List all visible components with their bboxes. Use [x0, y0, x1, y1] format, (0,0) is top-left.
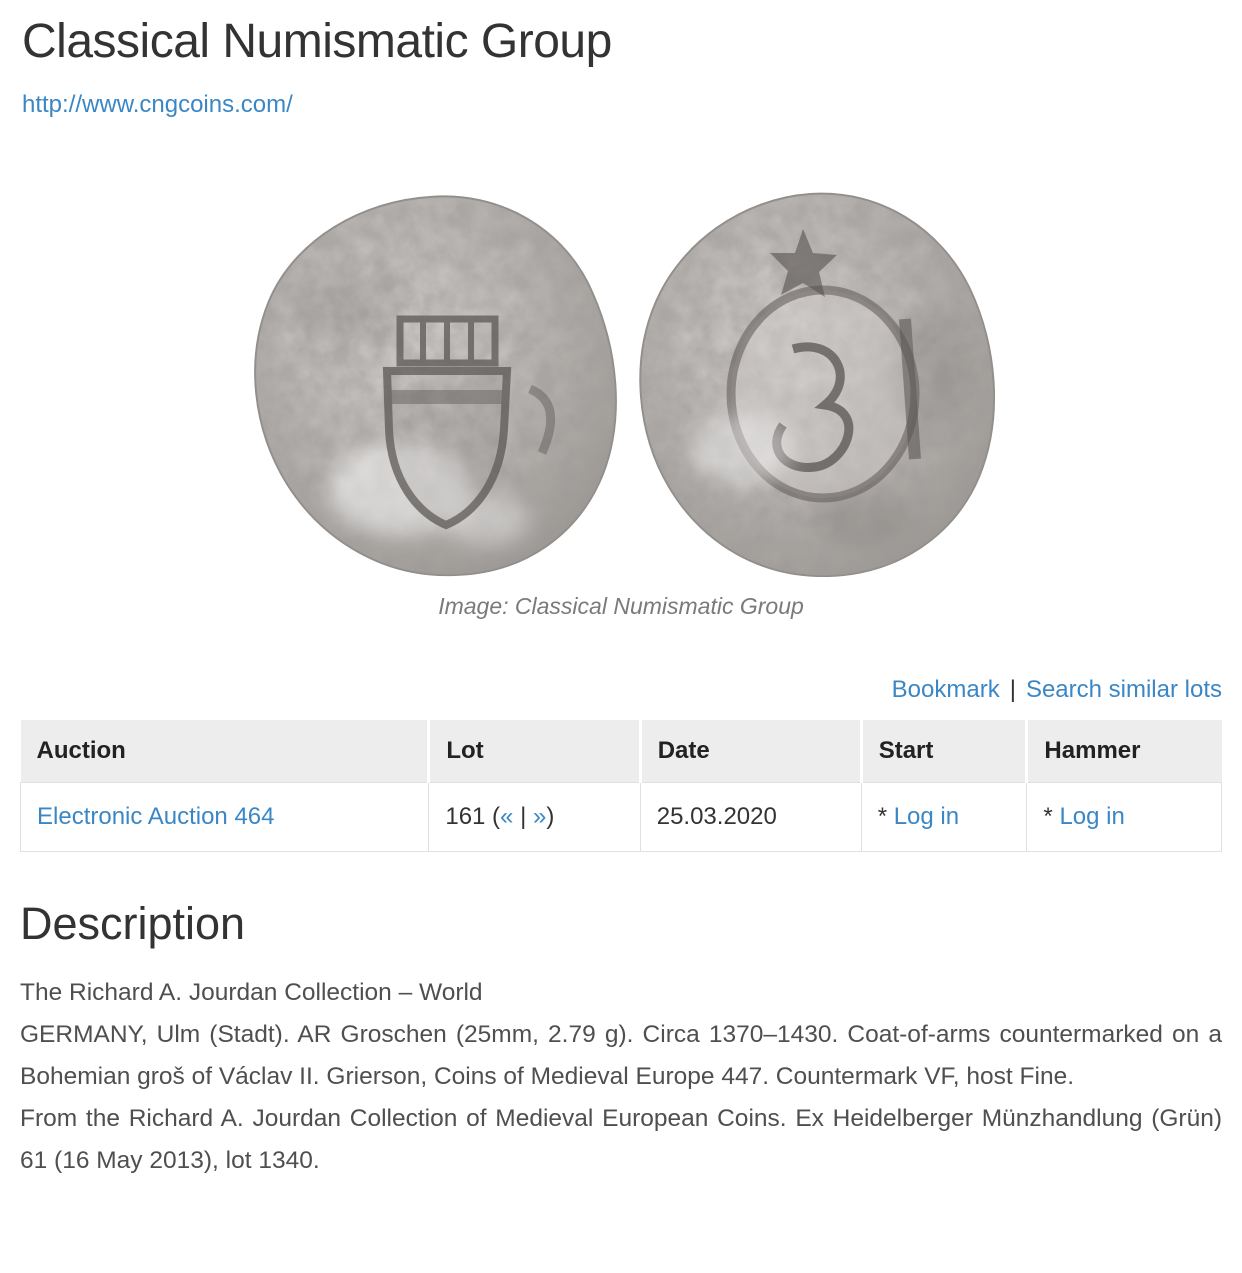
start-cell [861, 783, 1027, 852]
date-cell: 25.03.2020 [640, 783, 861, 852]
actions-separator: | [1009, 676, 1016, 703]
coin-figure [20, 189, 1222, 620]
lot-cell [429, 783, 640, 852]
image-caption: Image: Classical Numismatic Group [438, 593, 804, 619]
auction-cell [21, 783, 429, 852]
column-header-auction: Auction [21, 720, 429, 783]
auction-link[interactable]: Electronic Auction 464 [37, 803, 275, 830]
start-login-link[interactable]: Log in [893, 803, 960, 830]
coin-photo [235, 189, 1007, 577]
hammer-asterisk: * [1043, 803, 1053, 830]
description-collection-line: The Richard A. Jourdan Collection – World [20, 979, 483, 1006]
table-header-row [21, 720, 1222, 783]
column-header-lot: Lot [429, 720, 640, 783]
hammer-cell [1027, 783, 1222, 852]
column-header-start: Start [861, 720, 1027, 783]
lot-number: 161 ( [445, 803, 501, 830]
bookmark-link[interactable]: Bookmark [891, 676, 1000, 703]
next-lot-link[interactable]: » [532, 803, 547, 830]
site-url-link[interactable]: http://www.cngcoins.com/ [22, 91, 293, 118]
page-title: Classical Numismatic Group [22, 15, 612, 68]
coin-obverse [255, 196, 616, 575]
auction-table [20, 720, 1222, 852]
lot-actions [20, 676, 1222, 704]
column-header-hammer: Hammer [1027, 720, 1222, 783]
description-provenance-text: From the Richard A. Jourdan Collection of Medieval European Coins. Ex Heidelberger Münzhandlung (Grün) 61 (16 May 2013), lot 1340. [20, 1105, 1222, 1174]
start-asterisk: * [877, 803, 888, 830]
previous-lot-link[interactable]: « [500, 803, 514, 830]
description-main-text: GERMANY, Ulm (Stadt). AR Groschen (25mm, 2.79 g). Circa 1370–1430. Coat-of-arms countermarked on a Bohemian groš of Václav II. Grierson, Coins of Medieval Europe 447. Countermark VF, host Fine. [20, 1021, 1222, 1090]
search-similar-link[interactable]: Search similar lots [1025, 676, 1222, 703]
hammer-login-link[interactable]: Log in [1059, 803, 1125, 830]
lot-page [0, 14, 1242, 1212]
lot-separator: | [513, 803, 533, 830]
column-header-date: Date [640, 720, 861, 783]
lot-suffix: ) [546, 803, 555, 830]
coin-reverse [640, 194, 994, 577]
table-row [21, 783, 1222, 852]
description-heading: Description [20, 898, 246, 949]
